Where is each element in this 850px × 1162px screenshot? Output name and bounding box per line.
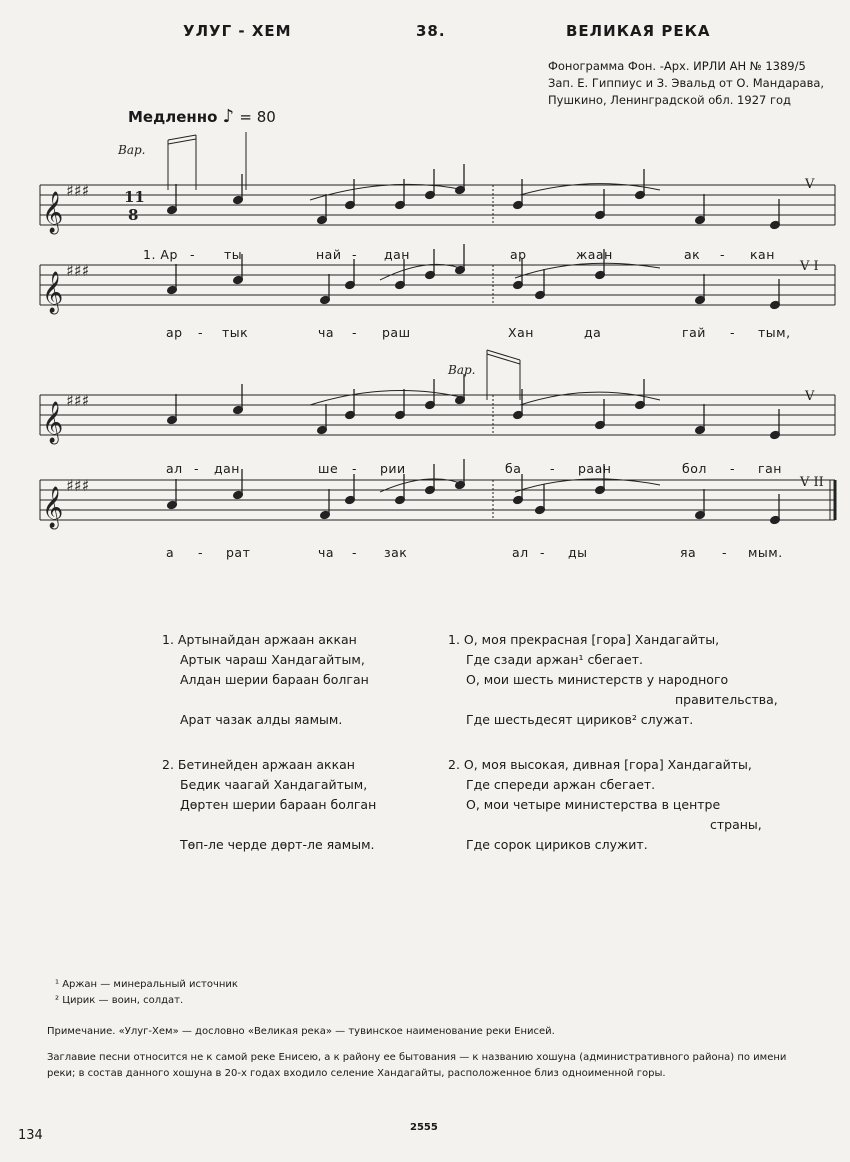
song-title-tuvan: УЛУГ - ХЕМ <box>183 22 292 40</box>
eighth-note-icon: ♪ <box>222 106 235 127</box>
page-number: 134 <box>18 1128 43 1143</box>
lyric: гай <box>682 325 706 340</box>
verse-line: Арат чазак алды яамым. <box>180 712 343 727</box>
lyric: - <box>352 545 358 560</box>
lyric: зак <box>384 545 408 560</box>
variant-label: Вар. <box>448 363 476 377</box>
verse-1-translation <box>448 630 778 730</box>
key-sharp-icon: ♯♯♯ <box>66 181 90 200</box>
staff-2 <box>40 263 835 305</box>
breath-mark: V <box>805 389 815 404</box>
variant-label: Вар. <box>118 143 146 157</box>
time-signature-numerator: 11 <box>124 188 145 206</box>
explanation-note: Заглавие песни относится не к самой реке Енисею, а к району ее бытования — к названию хошуна (административного района) по имени реки; в состав данного хошуна в 20-х годах входило селение Хандагайты, расположенное близ одноименной горы. <box>47 1052 787 1079</box>
lyric: най <box>316 247 342 262</box>
catalog-number: 2555 <box>410 1122 438 1133</box>
lyric: дан <box>214 461 240 476</box>
verse-line: правительства, <box>675 692 778 707</box>
ossia-staff-2 <box>487 350 520 400</box>
staff-3 <box>40 390 835 435</box>
lyric: ты <box>224 247 243 262</box>
lyric: ал <box>512 545 529 560</box>
lyric: - <box>722 545 728 560</box>
staff-4 <box>40 479 835 520</box>
lyric: - <box>352 247 358 262</box>
lyric: - <box>352 325 358 340</box>
verse-2-translation <box>448 755 762 855</box>
lyric: жаан <box>576 247 613 262</box>
breath-mark: V <box>805 177 815 192</box>
lyric: рии <box>380 461 406 476</box>
verse-line: О, мои четыре министерства в центре <box>466 797 721 812</box>
lyric: да <box>584 325 602 340</box>
verse-line <box>162 690 369 710</box>
lyric: кан <box>750 247 775 262</box>
key-sharp-icon: ♯♯♯ <box>66 261 90 280</box>
breath-mark: V II <box>800 475 824 490</box>
verse-2-original <box>162 755 376 855</box>
treble-clef-icon: 𝄞 <box>42 487 64 528</box>
lyric: ар <box>510 247 527 262</box>
verse-line: О, мои шесть министерств у народного <box>466 672 729 687</box>
footnote: ² Цирик — воин, солдат. <box>55 995 184 1006</box>
lyric: мым. <box>748 545 783 560</box>
lyric: яа <box>680 545 697 560</box>
lyric: рат <box>226 545 251 560</box>
verse-line: 2. Бетинейден аржаан аккан <box>162 757 355 772</box>
verse-line: Где шестьдесят цириков² служат. <box>466 712 694 727</box>
verse-line <box>162 815 376 835</box>
lyric: ше <box>318 461 339 476</box>
song-title-russian: ВЕЛИКАЯ РЕКА <box>566 22 711 40</box>
treble-clef-icon: 𝄞 <box>42 272 64 313</box>
lyric: - <box>730 461 736 476</box>
verse-line: Где спереди аржан сбегает. <box>466 777 656 792</box>
staff-1 <box>40 184 835 225</box>
lyric: раан <box>578 461 612 476</box>
lyric: - <box>352 461 358 476</box>
remark-note: Примечание. «Улуг-Хем» — дословно «Великая река» — тувинское наименование реки Енисей. <box>47 1026 555 1037</box>
verse-line: 1. О, моя прекрасная [гора] Хандагайты, <box>448 632 720 647</box>
lyric: ган <box>758 461 782 476</box>
tempo-label: Медленно <box>128 108 218 126</box>
lyric: Хан <box>508 325 534 340</box>
phonogram-line: Фонограмма Фон. -Арх. ИРЛИ АН № 1389/5 <box>548 59 806 73</box>
key-sharp-icon: ♯♯♯ <box>66 391 90 410</box>
treble-clef-icon: 𝄞 <box>42 192 64 233</box>
song-number: 38. <box>416 22 446 40</box>
lyric: - <box>194 461 200 476</box>
verse-line: Где сзади аржан¹ сбегает. <box>466 652 643 667</box>
ossia-staff-1 <box>168 132 246 190</box>
verse-line: Бедик чаагай Хандагайтым, <box>180 777 368 792</box>
footnote: ¹ Аржан — минеральный источник <box>55 979 238 990</box>
lyric: 1. Ар <box>143 247 178 262</box>
lyric: ды <box>568 545 588 560</box>
verse-line: Артык чараш Хандагайтым, <box>180 652 365 667</box>
lyric: - <box>198 325 204 340</box>
lyric: а <box>166 545 175 560</box>
phonogram-line: Зап. Е. Гиппиус и З. Эвальд от О. Мандарава, <box>548 76 825 90</box>
verse-line: страны, <box>710 817 762 832</box>
verse-1-original <box>162 630 369 730</box>
lyric: - <box>550 461 556 476</box>
verse-line: Дөртен шерии бараан болган <box>180 797 377 812</box>
verse-line: 1. Артынайдан аржаан аккан <box>162 632 357 647</box>
lyric: бол <box>682 461 707 476</box>
verse-line: Алдан шерии бараан болган <box>180 672 369 687</box>
lyric: - <box>198 545 204 560</box>
lyric: тык <box>222 325 249 340</box>
key-sharp-icon: ♯♯♯ <box>66 476 90 495</box>
lyric: дан <box>384 247 410 262</box>
lyric: - <box>190 247 196 262</box>
phonogram-line: Пушкино, Ленинградской обл. 1927 год <box>548 93 792 107</box>
breath-mark: V I <box>800 259 819 274</box>
lyric: - <box>720 247 726 262</box>
verse-line: Төп-ле черде дөрт-ле яамым. <box>180 837 375 852</box>
verse-line: Где сорок цириков служит. <box>466 837 648 852</box>
lyric: ча <box>318 545 335 560</box>
lyric: ча <box>318 325 335 340</box>
lyric: ба <box>505 461 522 476</box>
lyric: - <box>540 545 546 560</box>
lyric: ак <box>684 247 701 262</box>
lyric: - <box>730 325 736 340</box>
lyric: раш <box>382 325 411 340</box>
lyric: тым, <box>758 325 791 340</box>
lyric: ар <box>166 325 183 340</box>
time-signature-denominator: 8 <box>128 206 139 224</box>
treble-clef-icon: 𝄞 <box>42 402 64 443</box>
tempo-value: = 80 <box>239 108 276 126</box>
verse-line: 2. О, моя высокая, дивная [гора] Хандагайты, <box>448 757 752 772</box>
lyric: ал <box>166 461 183 476</box>
